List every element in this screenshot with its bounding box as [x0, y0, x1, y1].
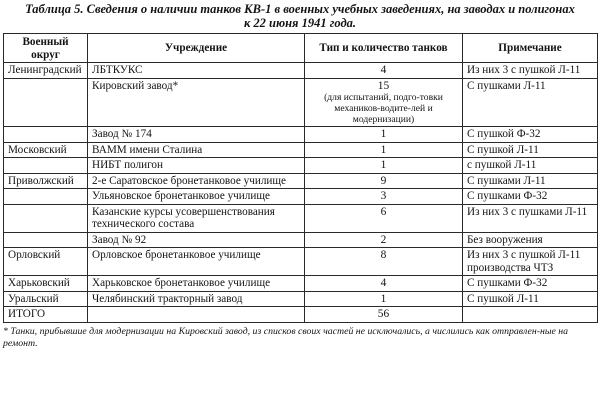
table-title-line-1: Таблица 5. Сведения о наличии танков КВ-1 в военных учебных заведениях, на заводах и полигонах [25, 2, 575, 16]
table-row [4, 189, 598, 205]
district-cell [4, 204, 88, 232]
note-cell: Без вооружения [463, 232, 598, 248]
institution-cell: Ульяновское бронетанковое училище [88, 189, 305, 205]
note-cell [463, 307, 598, 323]
tank-count-cell: 9 [305, 173, 463, 189]
note-cell: с пушкой Л-11 [463, 158, 598, 174]
tank-count-cell: 2 [305, 232, 463, 248]
tank-count-cell: 8 [305, 248, 463, 276]
institution-cell: Харьковское бронетанковое училище [88, 276, 305, 292]
district-cell [4, 78, 88, 127]
tank-count-note: (для испытаний, подго-товки механиков-водите-лей и модернизации) [324, 92, 443, 125]
district-cell [4, 232, 88, 248]
district-cell [4, 189, 88, 205]
header-note: Примечание [463, 34, 598, 63]
header-district: Военный округ [4, 34, 88, 63]
institution-cell: ЛБТКУКС [88, 63, 305, 79]
tank-count-cell: 6 [305, 204, 463, 232]
district-cell [4, 158, 88, 174]
tank-count-cell: 1 [305, 127, 463, 143]
tank-count-cell: 1 [305, 142, 463, 158]
tank-count-cell: 3 [305, 189, 463, 205]
table-row [4, 276, 598, 292]
header-tanks: Тип и количество танков [305, 34, 463, 63]
institution-cell: Кировский завод* [88, 78, 305, 127]
note-cell: Из них 3 с пушками Л-11 [463, 204, 598, 232]
note-cell: С пушкой Л-11 [463, 291, 598, 307]
tank-count-value: 15 [377, 79, 390, 92]
table-row [4, 204, 598, 232]
note-cell: С пушкой Л-11 [463, 142, 598, 158]
institution-cell: 2-е Саратовское бронетанковое училище [88, 173, 305, 189]
institution-cell: Завод № 174 [88, 127, 305, 143]
note-cell: С пушками Ф-32 [463, 189, 598, 205]
total-label-cell: ИТОГО [4, 307, 88, 323]
institution-cell: Челябинский тракторный завод [88, 291, 305, 307]
institution-cell: ВАММ имени Сталина [88, 142, 305, 158]
note-cell: Из них 3 с пушкой Л-11 производства ЧТЗ [463, 248, 598, 276]
note-cell: С пушками Л-11 [463, 173, 598, 189]
kv1-tanks-table [3, 33, 598, 323]
district-cell: Уральский [4, 291, 88, 307]
table-row [4, 232, 598, 248]
tank-count-cell: 4 [305, 63, 463, 79]
tank-count-cell [305, 78, 463, 127]
institution-cell: Орловское бронетанковое училище [88, 248, 305, 276]
note-cell: С пушками Л-11 [463, 78, 598, 127]
table-row [4, 78, 598, 127]
district-cell: Ленинградский [4, 63, 88, 79]
tank-count-cell: 1 [305, 291, 463, 307]
table-row [4, 142, 598, 158]
table-row [4, 158, 598, 174]
total-count-cell: 56 [305, 307, 463, 323]
district-cell [4, 127, 88, 143]
district-cell: Московский [4, 142, 88, 158]
note-cell: С пушками Ф-32 [463, 276, 598, 292]
table-row [4, 173, 598, 189]
district-cell: Приволжский [4, 173, 88, 189]
table-row [4, 63, 598, 79]
institution-cell: НИБТ полигон [88, 158, 305, 174]
note-cell: Из них 3 с пушкой Л-11 [463, 63, 598, 79]
institution-cell: Завод № 92 [88, 232, 305, 248]
district-cell: Харьковский [4, 276, 88, 292]
institution-cell: Казанские курсы усовершенствования технического состава [88, 204, 305, 232]
table-row [4, 127, 598, 143]
institution-cell [88, 307, 305, 323]
table-row [4, 248, 598, 276]
table-total-row [4, 307, 598, 323]
district-cell: Орловский [4, 248, 88, 276]
table-header-row [4, 34, 598, 63]
table-title-line-2: к 22 июня 1941 года. [243, 16, 357, 30]
footnote: * Танки, прибывшие для модернизации на Кировский завод, из списков своих частей не исключались, а числились как отправлен-ные на ремонт. [3, 325, 569, 349]
tank-count-cell: 4 [305, 276, 463, 292]
tank-count-cell: 1 [305, 158, 463, 174]
document-page [3, 2, 597, 350]
table-row [4, 291, 598, 307]
note-cell: С пушкой Ф-32 [463, 127, 598, 143]
header-institution: Учреждение [88, 34, 305, 63]
table-title [3, 2, 597, 33]
